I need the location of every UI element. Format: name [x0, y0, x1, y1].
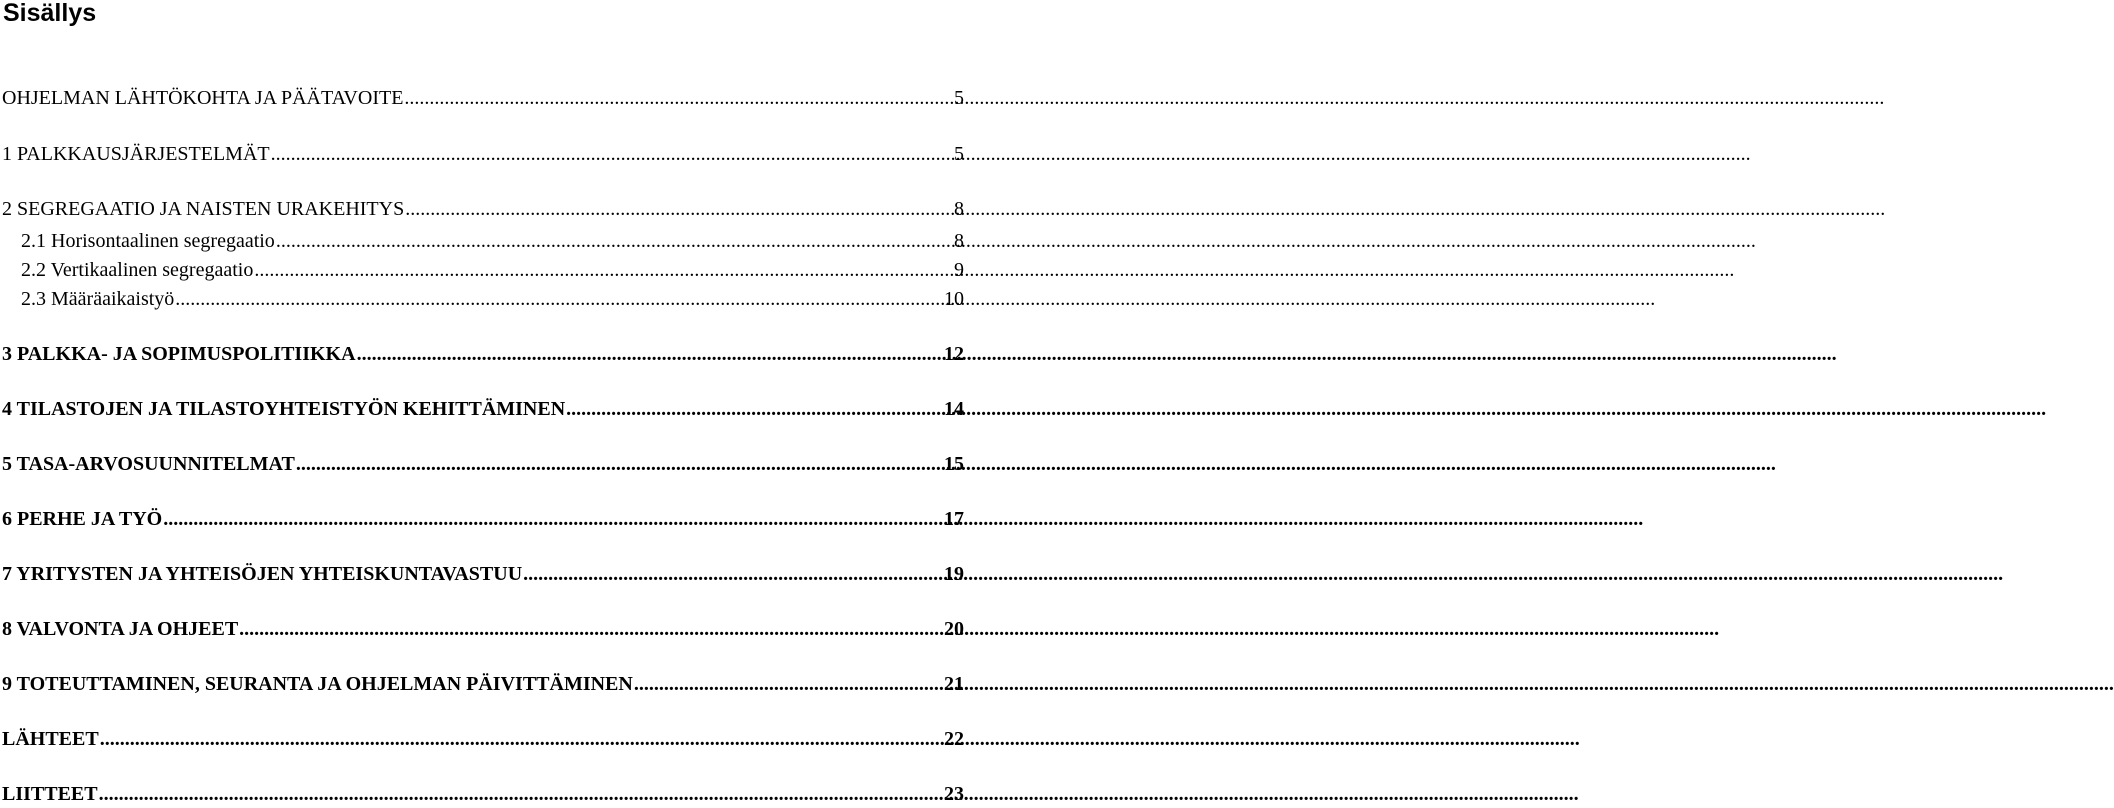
toc-entry-intro[interactable]	[2, 85, 964, 111]
toc-entry-2-1[interactable]	[21, 228, 964, 254]
toc-entry-page: 5	[954, 143, 964, 165]
toc-entry-page: 23	[944, 783, 964, 805]
dot-leader	[404, 196, 951, 222]
toc-entry-2[interactable]	[2, 196, 964, 222]
toc-entry-label: 3 PALKKA- JA SOPIMUSPOLITIIKKA	[2, 343, 356, 365]
toc-entry-label: OHJELMAN LÄHTÖKOHTA JA PÄÄTAVOITE	[2, 87, 404, 109]
toc-entry-9[interactable]	[2, 671, 964, 697]
dot-leader	[633, 671, 941, 697]
toc-entry-2-2[interactable]	[21, 257, 964, 283]
toc-entry-label: 7 YRITYSTEN JA YHTEISÖJEN YHTEISKUNTAVASTUU	[2, 563, 523, 585]
toc-entry-label: 6 PERHE JA TYÖ	[2, 508, 163, 530]
dot-leader	[162, 506, 941, 532]
toc-entry-4[interactable]	[2, 396, 964, 422]
dot-leader	[270, 141, 951, 167]
toc-entry-page: 8	[954, 230, 964, 252]
toc-entry-label: 4 TILASTOJEN JA TILASTOYHTEISTYÖN KEHITTÄMINEN	[2, 398, 566, 420]
toc-entry-label: 2 SEGREGAATIO JA NAISTEN URAKEHITYS	[2, 198, 405, 220]
dot-leader	[253, 257, 951, 283]
dot-leader	[275, 228, 951, 254]
toc-entry-page: 5	[954, 87, 964, 109]
toc-entry-6[interactable]	[2, 506, 964, 532]
dot-leader	[403, 85, 951, 111]
toc-entry-page: 14	[944, 398, 964, 420]
toc-entry-page: 17	[944, 508, 964, 530]
toc-entry-label: 1 PALKKAUSJÄRJESTELMÄT	[2, 143, 270, 165]
dot-leader	[174, 286, 941, 312]
toc-entry-page: 22	[944, 728, 964, 750]
toc-entry-label: 2.2 Vertikaalinen segregaatio	[21, 259, 254, 281]
toc-entry-page: 9	[954, 259, 964, 281]
toc-entry-page: 8	[954, 198, 964, 220]
toc-entry-liitteet[interactable]	[2, 781, 964, 807]
toc-entry-1[interactable]	[2, 141, 964, 167]
toc-entry-8[interactable]	[2, 616, 964, 642]
dot-leader	[99, 726, 941, 752]
dot-leader	[98, 781, 941, 807]
toc-entry-label: 5 TASA-ARVOSUUNNITELMAT	[2, 453, 295, 475]
dot-leader	[295, 451, 941, 477]
toc-entry-page: 10	[944, 288, 964, 310]
toc-entry-5[interactable]	[2, 451, 964, 477]
toc-entry-page: 20	[944, 618, 964, 640]
toc-entry-page: 19	[944, 563, 964, 585]
toc-entry-3[interactable]	[2, 341, 964, 367]
toc-entry-label: 9 TOTEUTTAMINEN, SEURANTA JA OHJELMAN PÄIVITTÄMINEN	[2, 673, 633, 695]
dot-leader	[565, 396, 941, 422]
toc-entry-label: 2.3 Määräaikaistyö	[21, 288, 175, 310]
toc-title: Sisällys	[3, 0, 97, 27]
toc-entry-page: 12	[944, 343, 964, 365]
dot-leader	[238, 616, 941, 642]
toc-entry-label: LIITTEET	[2, 783, 98, 805]
toc-entry-2-3[interactable]	[21, 286, 964, 312]
toc-entry-page: 15	[944, 453, 964, 475]
toc-entry-page: 21	[944, 673, 964, 695]
toc-entry-lahteet[interactable]	[2, 726, 964, 752]
dot-leader	[522, 561, 941, 587]
toc-entry-7[interactable]	[2, 561, 964, 587]
dot-leader	[356, 341, 941, 367]
toc-entry-label: LÄHTEET	[2, 728, 99, 750]
toc-entry-label: 8 VALVONTA JA OHJEET	[2, 618, 239, 640]
toc-entry-label: 2.1 Horisontaalinen segregaatio	[21, 230, 275, 252]
